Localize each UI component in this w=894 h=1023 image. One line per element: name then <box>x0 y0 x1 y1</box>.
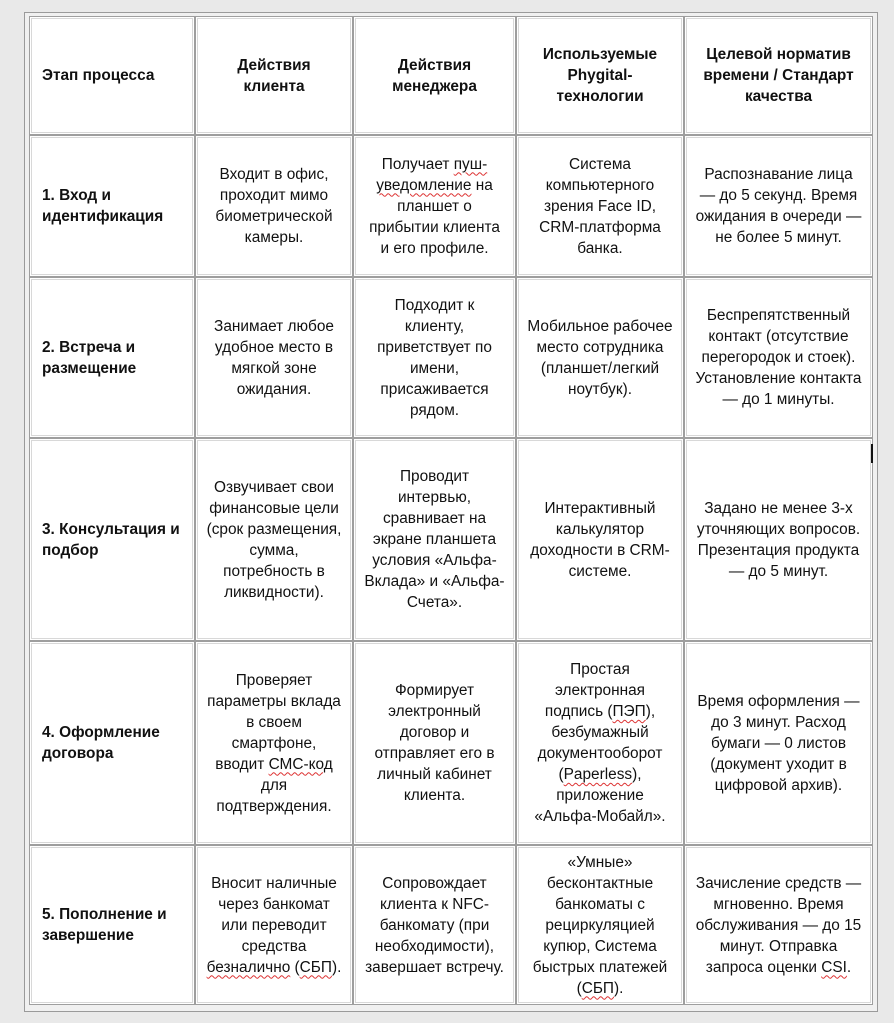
spellcheck-word: СБП <box>299 958 332 976</box>
table-row <box>29 438 873 641</box>
header-technologies: Используемые Phygital-технологии <box>516 16 684 135</box>
spellcheck-word: CSI <box>821 958 847 976</box>
spellcheck-word: безналично <box>206 958 291 976</box>
manager-cell: Подходит к клиенту, приветствует по имени, присаживается рядом. <box>353 277 516 438</box>
spellcheck-word: СМС-код <box>268 755 333 773</box>
stage-cell: 1. Вход и идентификация <box>29 135 195 277</box>
stage-cell: 3. Консультация и подбор <box>29 438 195 641</box>
spellcheck-word: пуш-уведомление <box>376 155 488 194</box>
standard-cell: Задано не менее 3-х уточняющих вопросов. Презентация продукта — до 5 минут. <box>684 438 873 641</box>
stage-cell: 5. Пополнение и завершение <box>29 845 195 1005</box>
table-row <box>29 641 873 845</box>
stage-cell: 4. Оформление договора <box>29 641 195 845</box>
standard-cell: Беспрепятственный контакт (отсутствие перегородок и стоек). Установление контакта — до 1 минуты. <box>684 277 873 438</box>
text-cursor <box>871 444 873 463</box>
spellcheck-word: СБП <box>581 979 614 997</box>
client-cell: Занимает любое удобное место в мягкой зоне ожидания. <box>195 277 353 438</box>
tech-cell: «Умные» бесконтактные банкоматы с рециркуляцией купюр, Система быстрых платежей (СБП). <box>516 845 684 1005</box>
header-client-actions: Действия клиента <box>195 16 353 135</box>
table-row <box>29 845 873 1005</box>
standard-cell: Время оформления — до 3 минут. Расход бумаги — 0 листов (документ уходит в цифровой архив). <box>684 641 873 845</box>
manager-cell: Получает пуш-уведомление на планшет о прибытии клиента и его профиле. <box>353 135 516 277</box>
stage-cell: 2. Встреча и размещение <box>29 277 195 438</box>
table-row <box>29 277 873 438</box>
standard-cell: Распознавание лица — до 5 секунд. Время ожидания в очереди — не более 5 минут. <box>684 135 873 277</box>
manager-cell: Сопровождает клиента к NFC-банкомату (при необходимости), завершает встречу. <box>353 845 516 1005</box>
client-cell: Вносит наличные через банкомат или переводит средства безналично (СБП). <box>195 845 353 1005</box>
manager-cell: Формирует электронный договор и отправляет его в личный кабинет клиента. <box>353 641 516 845</box>
tech-cell: Интерактивный калькулятор доходности в CRM-системе. <box>516 438 684 641</box>
table-frame <box>24 12 878 1012</box>
manager-cell: Проводит интервью, сравнивает на экране планшета условия «Альфа-Вклада» и «Альфа-Счета». <box>353 438 516 641</box>
tech-cell: Мобильное рабочее место сотрудника (планшет/легкий ноутбук). <box>516 277 684 438</box>
spellcheck-word: ПЭП <box>612 703 646 720</box>
header-manager-actions: Действия менеджера <box>353 16 516 135</box>
process-table <box>29 16 873 1005</box>
standard-cell: Зачисление средств — мгновенно. Время обслуживания — до 15 минут. Отправка запроса оценки CSI. <box>684 845 873 1005</box>
header-stage: Этап процесса <box>29 16 195 135</box>
tech-cell: Простая электронная подпись (ПЭП), безбумажный документооборот (Paperless), приложение «Альфа-Мобайл». <box>516 641 684 845</box>
client-cell: Проверяет параметры вклада в своем смартфоне, вводит СМС-код для подтверждения. <box>195 641 353 845</box>
header-row <box>29 16 873 135</box>
header-time-standard: Целевой норматив времени / Стандарт качества <box>684 16 873 135</box>
spellcheck-word: Paperless <box>563 766 633 783</box>
client-cell: Входит в офис, проходит мимо биометрической камеры. <box>195 135 353 277</box>
tech-cell: Система компьютерного зрения Face ID, CRM-платформа банка. <box>516 135 684 277</box>
table-row <box>29 135 873 277</box>
client-cell: Озвучивает свои финансовые цели (срок размещения, сумма, потребность в ликвидности). <box>195 438 353 641</box>
